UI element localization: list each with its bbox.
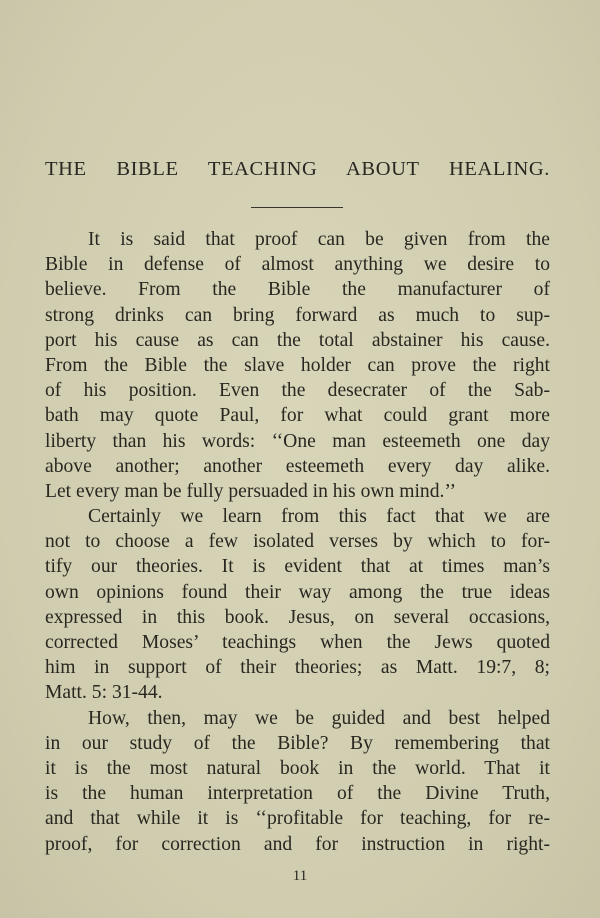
text-line: not to choose a few isolated verses by which to for- [45,531,550,553]
text-line: bath may quote Paul, for what could grant more [45,405,550,427]
text-line: proof, for correction and for instruction in right- [45,833,550,855]
text-line: in our study of the Bible? By remembering that [45,732,550,754]
text-line: liberty than his words: ‘‘One man esteemeth one day [45,430,550,452]
heading-divider [251,207,343,208]
paragraph [45,504,550,706]
paragraph [45,706,550,857]
text-line: Matt. 5: 31-44. [45,682,163,704]
body-text [45,227,550,857]
page-number: 11 [292,868,308,884]
text-line: it is the most natural book in the world. That it [45,757,550,779]
chapter-heading: THE BIBLE TEACHING ABOUT HEALING. [45,158,550,180]
text-line: Let every man be fully persuaded in his own mind.’’ [45,480,456,502]
text-line: above another; another esteemeth every day alike. [45,455,550,477]
text-line: and that while it is ‘‘profitable for teaching, for re- [45,808,550,830]
text-line: tify our theories. It is evident that at times man’s [45,556,550,578]
text-line: of his position. Even the desecrater of the Sab- [45,380,550,402]
text-line: believe. From the Bible the manufacturer of [45,279,550,301]
text-line: How, then, may we be guided and best helped [88,707,550,729]
text-line: port his cause as can the total abstainer his cause. [45,329,550,351]
text-line: Certainly we learn from this fact that we are [88,506,550,528]
text-line: strong drinks can bring forward as much to sup- [45,304,550,326]
text-line: From the Bible the slave holder can prove the right [45,354,550,376]
text-line: Bible in defense of almost anything we desire to [45,254,550,276]
text-line: expressed in this book. Jesus, on several occasions, [45,606,550,628]
text-line: is the human interpretation of the Divine Truth, [45,783,550,805]
paragraph [45,227,550,504]
text-line: corrected Moses’ teachings when the Jews quoted [45,632,550,653]
text-line: It is said that proof can be given from the [88,229,550,250]
text-line: own opinions found their way among the true ideas [45,581,550,603]
text-line: him in support of their theories; as Matt. 19:7, 8; [45,657,550,679]
